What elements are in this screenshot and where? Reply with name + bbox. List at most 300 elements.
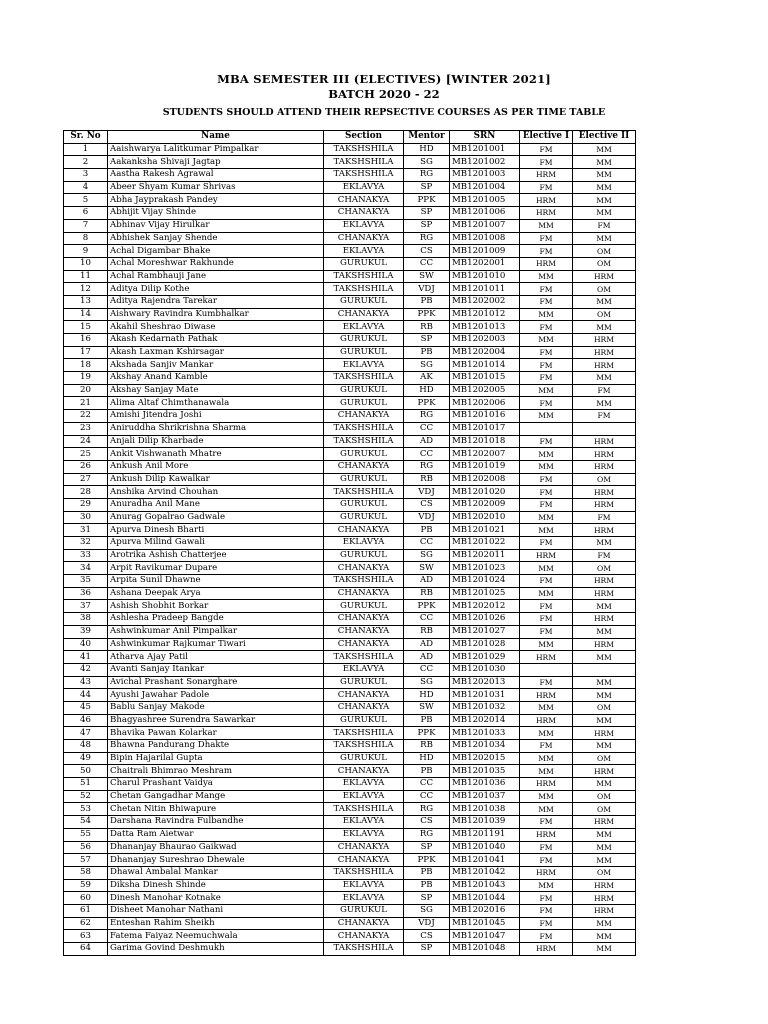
cell-sr-no: 35 [64, 575, 108, 588]
cell-srn: MB1201009 [450, 245, 520, 258]
cell-sr-no: 48 [64, 740, 108, 753]
cell-elective-2: OM [573, 473, 636, 486]
table-row [64, 892, 636, 905]
cell-section: GURUKUL [324, 384, 404, 397]
cell-sr-no: 55 [64, 828, 108, 841]
cell-sr-no: 44 [64, 689, 108, 702]
cell-sr-no: 37 [64, 600, 108, 613]
cell-section: EKLAVYA [324, 663, 404, 676]
cell-section: EKLAVYA [324, 816, 404, 829]
cell-elective-2: HRM [573, 904, 636, 917]
cell-srn: MB1201016 [450, 410, 520, 423]
cell-elective-1: MM [520, 638, 573, 651]
table-row [64, 498, 636, 511]
cell-elective-1: FM [520, 537, 573, 550]
cell-srn: MB1201041 [450, 854, 520, 867]
cell-sr-no: 57 [64, 854, 108, 867]
cell-srn: MB1201005 [450, 194, 520, 207]
cell-elective-1: HRM [520, 651, 573, 664]
cell-elective-1: FM [520, 613, 573, 626]
cell-sr-no: 17 [64, 346, 108, 359]
cell-elective-1: FM [520, 295, 573, 308]
table-row [64, 359, 636, 372]
cell-mentor: SP [404, 334, 450, 347]
cell-elective-1 [520, 422, 573, 435]
cell-name: Chetan Nitin Bhiwapure [108, 803, 324, 816]
cell-elective-2: OM [573, 562, 636, 575]
cell-mentor: RG [404, 232, 450, 245]
cell-elective-1: FM [520, 600, 573, 613]
cell-mentor: VDJ [404, 511, 450, 524]
cell-srn: MB1201015 [450, 372, 520, 385]
table-row [64, 473, 636, 486]
cell-section: CHANAKYA [324, 524, 404, 537]
cell-elective-2: OM [573, 308, 636, 321]
cell-section: GURUKUL [324, 511, 404, 524]
table-row [64, 372, 636, 385]
cell-srn: MB1201035 [450, 765, 520, 778]
cell-sr-no: 8 [64, 232, 108, 245]
cell-mentor: CC [404, 613, 450, 626]
cell-elective-2: MM [573, 930, 636, 943]
cell-sr-no: 14 [64, 308, 108, 321]
cell-section: EKLAVYA [324, 219, 404, 232]
cell-mentor: AK [404, 372, 450, 385]
cell-srn: MB1202008 [450, 473, 520, 486]
cell-section: CHANAKYA [324, 410, 404, 423]
cell-name: Bhavika Pawan Kolarkar [108, 727, 324, 740]
cell-sr-no: 46 [64, 714, 108, 727]
cell-elective-2: HRM [573, 524, 636, 537]
cell-elective-2: MM [573, 740, 636, 753]
cell-section: GURUKUL [324, 600, 404, 613]
cell-mentor: CS [404, 498, 450, 511]
cell-elective-2: MM [573, 854, 636, 867]
cell-srn: MB1201036 [450, 778, 520, 791]
table-row [64, 841, 636, 854]
cell-name: Bipin Hajarilal Gupta [108, 752, 324, 765]
cell-sr-no: 34 [64, 562, 108, 575]
cell-srn: MB1201003 [450, 169, 520, 182]
cell-sr-no: 50 [64, 765, 108, 778]
table-row [64, 143, 636, 156]
cell-elective-1: MM [520, 587, 573, 600]
cell-mentor: CC [404, 537, 450, 550]
cell-section: TAKSHSHILA [324, 283, 404, 296]
cell-elective-2: MM [573, 194, 636, 207]
cell-srn: MB1202010 [450, 511, 520, 524]
cell-mentor: PB [404, 714, 450, 727]
cell-elective-2: HRM [573, 498, 636, 511]
cell-mentor: PB [404, 346, 450, 359]
cell-section: CHANAKYA [324, 765, 404, 778]
cell-srn: MB1201004 [450, 181, 520, 194]
cell-sr-no: 5 [64, 194, 108, 207]
cell-elective-1: FM [520, 321, 573, 334]
cell-name: Ankit Vishwanath Mhatre [108, 448, 324, 461]
cell-sr-no: 60 [64, 892, 108, 905]
cell-sr-no: 49 [64, 752, 108, 765]
table-row [64, 384, 636, 397]
header-srn: SRN [450, 131, 520, 144]
cell-srn: MB1202004 [450, 346, 520, 359]
cell-elective-2: HRM [573, 638, 636, 651]
cell-section: EKLAVYA [324, 828, 404, 841]
table-row [64, 803, 636, 816]
cell-name: Avichal Prashant Sonarghare [108, 676, 324, 689]
cell-name: Chaitrali Bhimrao Meshram [108, 765, 324, 778]
cell-name: Apurva Dinesh Bharti [108, 524, 324, 537]
cell-srn: MB1201011 [450, 283, 520, 296]
cell-section: CHANAKYA [324, 460, 404, 473]
cell-name: Anjali Dilip Kharbade [108, 435, 324, 448]
cell-elective-1: FM [520, 435, 573, 448]
cell-elective-2 [573, 663, 636, 676]
cell-section: TAKSHSHILA [324, 803, 404, 816]
cell-mentor: PB [404, 765, 450, 778]
cell-name: Akahil Sheshrao Diwase [108, 321, 324, 334]
cell-elective-2: FM [573, 511, 636, 524]
table-row [64, 575, 636, 588]
cell-elective-1: HRM [520, 778, 573, 791]
cell-mentor: AD [404, 638, 450, 651]
cell-sr-no: 59 [64, 879, 108, 892]
cell-section: GURUKUL [324, 676, 404, 689]
cell-elective-2: HRM [573, 587, 636, 600]
cell-srn: MB1201032 [450, 701, 520, 714]
table-row [64, 600, 636, 613]
table-row [64, 727, 636, 740]
table-row [64, 232, 636, 245]
cell-elective-1: FM [520, 498, 573, 511]
cell-srn: MB1201048 [450, 943, 520, 956]
table-row [64, 422, 636, 435]
cell-name: Aditya Dilip Kothe [108, 283, 324, 296]
cell-elective-1: FM [520, 486, 573, 499]
cell-elective-2: MM [573, 156, 636, 169]
cell-elective-1: MM [520, 448, 573, 461]
cell-name: Aniruddha Shrikrishna Sharma [108, 422, 324, 435]
cell-sr-no: 54 [64, 816, 108, 829]
table-row [64, 257, 636, 270]
cell-elective-1: HRM [520, 207, 573, 220]
table-row [64, 397, 636, 410]
cell-elective-2: MM [573, 181, 636, 194]
cell-elective-1: FM [520, 156, 573, 169]
cell-elective-1: FM [520, 575, 573, 588]
cell-elective-1: MM [520, 219, 573, 232]
cell-mentor: HD [404, 689, 450, 702]
cell-elective-1: HRM [520, 828, 573, 841]
table-row [64, 740, 636, 753]
cell-section: GURUKUL [324, 295, 404, 308]
cell-elective-2: MM [573, 169, 636, 182]
cell-srn: MB1201031 [450, 689, 520, 702]
cell-elective-2 [573, 422, 636, 435]
table-row [64, 537, 636, 550]
cell-elective-2: HRM [573, 448, 636, 461]
cell-section: GURUKUL [324, 714, 404, 727]
table-row [64, 816, 636, 829]
cell-section: TAKSHSHILA [324, 866, 404, 879]
cell-section: CHANAKYA [324, 613, 404, 626]
cell-mentor: RG [404, 410, 450, 423]
cell-elective-2: FM [573, 219, 636, 232]
header-elective-2: Elective II [573, 131, 636, 144]
cell-mentor: PPK [404, 727, 450, 740]
cell-sr-no: 52 [64, 790, 108, 803]
cell-elective-1: FM [520, 740, 573, 753]
cell-elective-2: MM [573, 841, 636, 854]
table-row [64, 651, 636, 664]
cell-sr-no: 36 [64, 587, 108, 600]
cell-srn: MB1201034 [450, 740, 520, 753]
cell-elective-2: MM [573, 232, 636, 245]
cell-sr-no: 15 [64, 321, 108, 334]
cell-elective-1: FM [520, 372, 573, 385]
cell-sr-no: 1 [64, 143, 108, 156]
cell-elective-2: MM [573, 600, 636, 613]
cell-name: Achal Moreshwar Rakhunde [108, 257, 324, 270]
cell-section: GURUKUL [324, 257, 404, 270]
cell-name: Aishwary Ravindra Kumbhalkar [108, 308, 324, 321]
table-row [64, 448, 636, 461]
table-row [64, 663, 636, 676]
cell-elective-1: FM [520, 346, 573, 359]
cell-section: GURUKUL [324, 334, 404, 347]
cell-mentor: SP [404, 219, 450, 232]
header-mentor: Mentor [404, 131, 450, 144]
cell-srn: MB1201025 [450, 587, 520, 600]
cell-elective-1 [520, 663, 573, 676]
cell-srn: MB1201044 [450, 892, 520, 905]
table-row [64, 549, 636, 562]
cell-elective-2: MM [573, 372, 636, 385]
table-row [64, 460, 636, 473]
table-row [64, 930, 636, 943]
cell-name: Aakanksha Shivaji Jagtap [108, 156, 324, 169]
cell-name: Darshana Ravindra Fulbandhe [108, 816, 324, 829]
table-row [64, 854, 636, 867]
cell-section: TAKSHSHILA [324, 575, 404, 588]
cell-sr-no: 41 [64, 651, 108, 664]
cell-section: GURUKUL [324, 752, 404, 765]
cell-section: TAKSHSHILA [324, 727, 404, 740]
cell-elective-2: MM [573, 943, 636, 956]
table-row [64, 701, 636, 714]
cell-srn: MB1201045 [450, 917, 520, 930]
cell-name: Dhawal Ambalal Mankar [108, 866, 324, 879]
cell-srn: MB1201022 [450, 537, 520, 550]
cell-section: EKLAVYA [324, 879, 404, 892]
cell-elective-1: MM [520, 270, 573, 283]
cell-elective-2: MM [573, 714, 636, 727]
cell-mentor: SW [404, 562, 450, 575]
cell-mentor: PB [404, 295, 450, 308]
table-row [64, 866, 636, 879]
cell-section: TAKSHSHILA [324, 651, 404, 664]
cell-name: Ankush Dilip Kawalkar [108, 473, 324, 486]
cell-sr-no: 27 [64, 473, 108, 486]
cell-name: Anshika Arvind Chouhan [108, 486, 324, 499]
cell-sr-no: 23 [64, 422, 108, 435]
cell-section: GURUKUL [324, 473, 404, 486]
cell-mentor: SG [404, 549, 450, 562]
cell-elective-1: MM [520, 384, 573, 397]
cell-elective-1: FM [520, 181, 573, 194]
cell-name: Ashish Shobhit Borkar [108, 600, 324, 613]
cell-section: CHANAKYA [324, 854, 404, 867]
cell-mentor: HD [404, 752, 450, 765]
cell-section: EKLAVYA [324, 892, 404, 905]
instruction-note: STUDENTS SHOULD ATTEND THEIR REPSECTIVE COURSES AS PER TIME TABLE [162, 107, 606, 118]
cell-sr-no: 53 [64, 803, 108, 816]
cell-mentor: CS [404, 816, 450, 829]
cell-elective-2: OM [573, 866, 636, 879]
cell-elective-2: OM [573, 257, 636, 270]
table-row [64, 752, 636, 765]
cell-sr-no: 18 [64, 359, 108, 372]
table-row [64, 334, 636, 347]
cell-mentor: SW [404, 701, 450, 714]
cell-elective-1: FM [520, 473, 573, 486]
table-row [64, 828, 636, 841]
cell-elective-1: MM [520, 460, 573, 473]
cell-section: TAKSHSHILA [324, 943, 404, 956]
cell-name: Akash Kedarnath Pathak [108, 334, 324, 347]
cell-sr-no: 12 [64, 283, 108, 296]
cell-name: Ankush Anil More [108, 460, 324, 473]
cell-elective-2: MM [573, 676, 636, 689]
cell-elective-1: FM [520, 397, 573, 410]
cell-name: Aastha Rakesh Agrawal [108, 169, 324, 182]
cell-name: Alima Altaf Chimthanawala [108, 397, 324, 410]
cell-srn: MB1202002 [450, 295, 520, 308]
cell-mentor: CC [404, 790, 450, 803]
table-row [64, 638, 636, 651]
cell-mentor: RG [404, 828, 450, 841]
cell-srn: MB1201191 [450, 828, 520, 841]
cell-elective-1: FM [520, 892, 573, 905]
document-title: MBA SEMESTER III (ELECTIVES) [WINTER 2021] [217, 72, 551, 86]
table-row [64, 486, 636, 499]
cell-name: Akshay Anand Kamble [108, 372, 324, 385]
table-row [64, 689, 636, 702]
cell-name: Apurva Milind Gawali [108, 537, 324, 550]
cell-srn: MB1201006 [450, 207, 520, 220]
cell-elective-2: OM [573, 803, 636, 816]
cell-sr-no: 28 [64, 486, 108, 499]
table-row [64, 778, 636, 791]
cell-sr-no: 61 [64, 904, 108, 917]
cell-elective-1: HRM [520, 257, 573, 270]
cell-section: GURUKUL [324, 397, 404, 410]
cell-srn: MB1201040 [450, 841, 520, 854]
cell-section: TAKSHSHILA [324, 422, 404, 435]
cell-srn: MB1201037 [450, 790, 520, 803]
cell-mentor: RB [404, 625, 450, 638]
cell-srn: MB1201018 [450, 435, 520, 448]
cell-srn: MB1202011 [450, 549, 520, 562]
cell-sr-no: 19 [64, 372, 108, 385]
cell-mentor: PB [404, 524, 450, 537]
cell-elective-1: FM [520, 359, 573, 372]
cell-name: Arpit Ravikumar Dupare [108, 562, 324, 575]
cell-elective-2: MM [573, 321, 636, 334]
cell-section: GURUKUL [324, 498, 404, 511]
cell-srn: MB1201019 [450, 460, 520, 473]
cell-elective-2: MM [573, 828, 636, 841]
cell-elective-2: MM [573, 651, 636, 664]
cell-name: Charul Prashant Vaidya [108, 778, 324, 791]
cell-section: EKLAVYA [324, 359, 404, 372]
cell-section: EKLAVYA [324, 537, 404, 550]
cell-mentor: HD [404, 143, 450, 156]
cell-sr-no: 63 [64, 930, 108, 943]
cell-mentor: VDJ [404, 283, 450, 296]
cell-elective-1: FM [520, 816, 573, 829]
cell-srn: MB1201038 [450, 803, 520, 816]
cell-elective-1: FM [520, 232, 573, 245]
cell-elective-1: HRM [520, 943, 573, 956]
table-row [64, 587, 636, 600]
cell-name: Achal Digambar Bhake [108, 245, 324, 258]
cell-elective-1: HRM [520, 689, 573, 702]
cell-elective-2: OM [573, 790, 636, 803]
cell-elective-1: MM [520, 803, 573, 816]
table-row [64, 308, 636, 321]
cell-mentor: HD [404, 384, 450, 397]
cell-name: Aaishwarya Lalitkumar Pimpalkar [108, 143, 324, 156]
cell-name: Ashwinkumar Rajkumar Tiwari [108, 638, 324, 651]
cell-srn: MB1201017 [450, 422, 520, 435]
cell-name: Enteshan Rahim Sheikh [108, 917, 324, 930]
cell-srn: MB1201043 [450, 879, 520, 892]
table-row [64, 270, 636, 283]
cell-mentor: SG [404, 676, 450, 689]
cell-sr-no: 51 [64, 778, 108, 791]
cell-elective-2: MM [573, 778, 636, 791]
cell-elective-1: FM [520, 143, 573, 156]
header-section: Section [324, 131, 404, 144]
cell-elective-1: MM [520, 562, 573, 575]
cell-elective-1: MM [520, 410, 573, 423]
header-sr-no: Sr. No [64, 131, 108, 144]
cell-section: CHANAKYA [324, 232, 404, 245]
cell-elective-1: MM [520, 701, 573, 714]
cell-section: TAKSHSHILA [324, 372, 404, 385]
cell-srn: MB1201047 [450, 930, 520, 943]
table-row [64, 879, 636, 892]
cell-name: Akshada Sanjiv Mankar [108, 359, 324, 372]
cell-elective-2: HRM [573, 765, 636, 778]
cell-elective-2: HRM [573, 334, 636, 347]
cell-elective-2: OM [573, 752, 636, 765]
cell-sr-no: 39 [64, 625, 108, 638]
table-row [64, 156, 636, 169]
cell-srn: MB1202003 [450, 334, 520, 347]
cell-mentor: VDJ [404, 917, 450, 930]
cell-name: Chetan Gangadhar Mange [108, 790, 324, 803]
cell-name: Ashana Deepak Arya [108, 587, 324, 600]
table-row [64, 181, 636, 194]
cell-elective-1: MM [520, 752, 573, 765]
table-row [64, 245, 636, 258]
cell-mentor: PPK [404, 194, 450, 207]
cell-srn: MB1202001 [450, 257, 520, 270]
cell-name: Akash Laxman Kshirsagar [108, 346, 324, 359]
cell-srn: MB1201013 [450, 321, 520, 334]
